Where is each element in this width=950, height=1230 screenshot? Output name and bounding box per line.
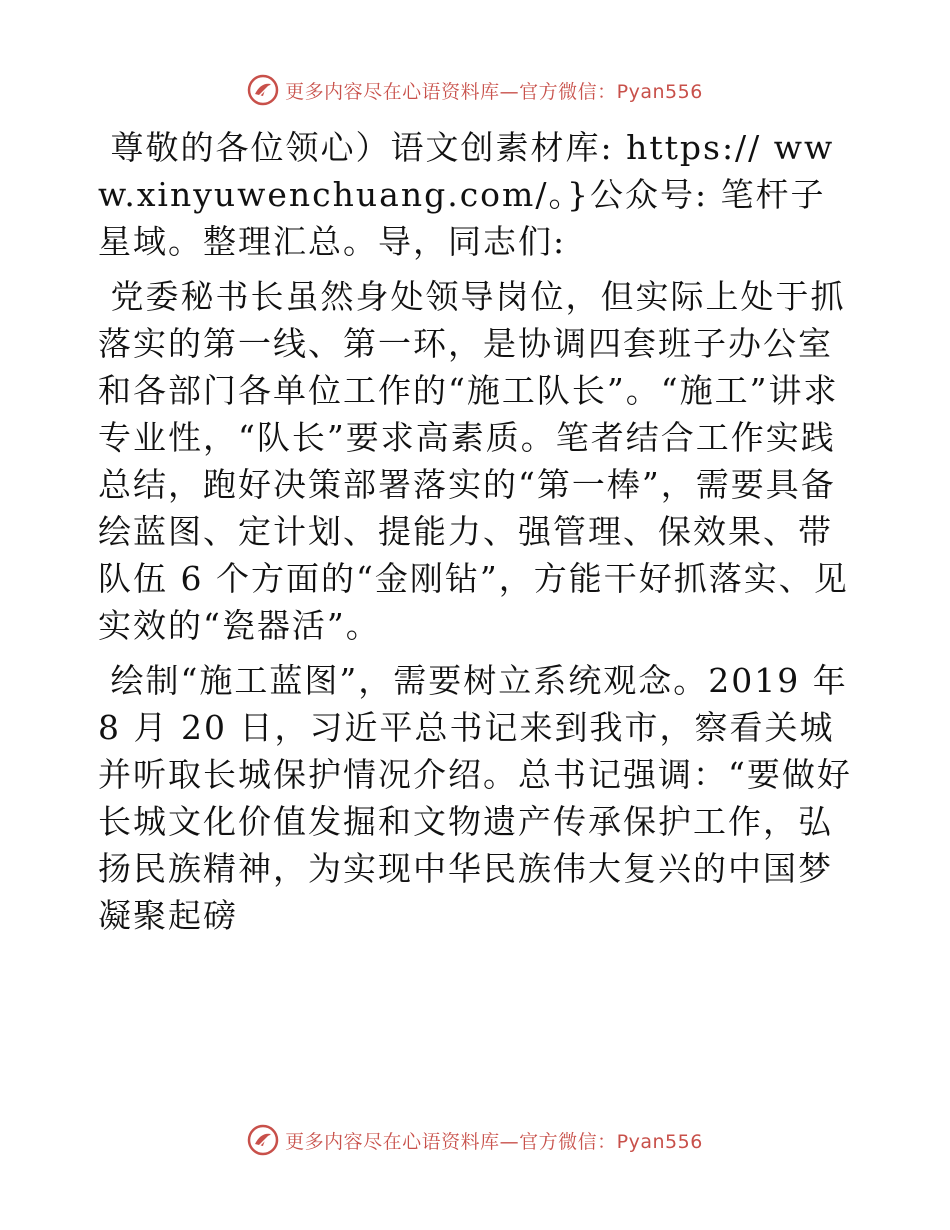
document-body (98, 124, 858, 947)
footer-banner-text: 更多内容尽在心语资料库—官方微信：Pyan556 (285, 1130, 703, 1153)
paragraph-1: 尊敬的各位领心）语文创素材库: https:// www.xinyuwenchuang.com/。}公众号: 笔杆子星域。整理汇总。导，同志们: (98, 128, 835, 261)
red-seal-logo-icon (247, 1124, 279, 1156)
header-banner-text: 更多内容尽在心语资料库—官方微信：Pyan556 (285, 80, 703, 103)
red-seal-logo-icon (247, 74, 279, 106)
paragraph-3: 绘制“施工蓝图”，需要树立系统观念。2019 年8 月 20 日，习近平总书记来到我市，察看关城并听取长城保护情况介绍。总书记强调：“要做好长城文化价值发掘和文物遗产传承保护工作，弘扬民族精神，为实现中华民族伟大复兴的中国梦凝聚起磅 (98, 661, 852, 935)
paragraph-2: 党委秘书长虽然身处领导岗位，但实际上处于抓落实的第一线、第一环，是协调四套班子办公室和各部门各单位工作的“施工队长”。“施工”讲求专业性，“队长”要求高素质。笔者结合工作实践总结，跑好决策部署落实的“第一棒”，需要具备绘蓝图、定计划、提能力、强管理、保效果、带队伍 6 个方面的“金刚钻”，方能干好抓落实、见实效的“瓷器活”。 (98, 277, 849, 645)
footer-banner (0, 1120, 950, 1160)
header-banner (0, 70, 950, 110)
